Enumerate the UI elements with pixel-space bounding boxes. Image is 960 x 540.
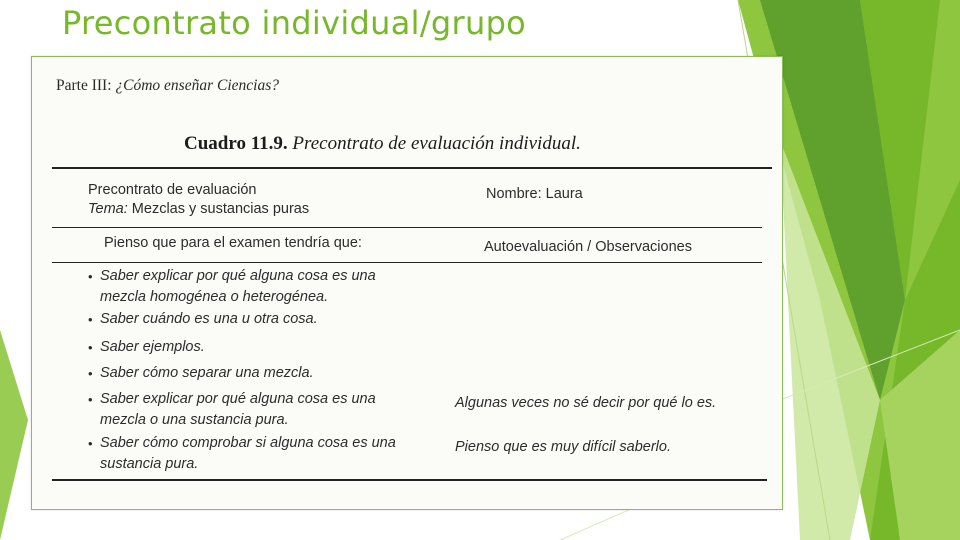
part-header-question: ¿Cómo enseñar Ciencias? [115, 77, 279, 94]
header-left-line1: Precontrato de evaluación [88, 182, 257, 198]
header-tema [88, 200, 309, 218]
list-item: • Saber explicar por qué alguna cosa es una mezcla o una sustancia pura. [88, 391, 376, 428]
rule-bottom [52, 479, 767, 481]
list-item: • Saber cuándo es una u otra cosa. [100, 309, 318, 330]
list-item: • Saber ejemplos. [100, 337, 205, 358]
part-header [56, 77, 279, 95]
bullet-icon: • [88, 366, 93, 381]
part-header-number: Parte III: [56, 77, 112, 94]
list-item: • Saber cómo comprobar si alguna cosa es una sustancia pura. [88, 435, 396, 472]
rule-top [52, 167, 772, 169]
list-item: • Saber cómo separar una mezcla. [100, 363, 314, 384]
bullet-icon: • [88, 436, 93, 451]
list-item: • Saber explicar por qué alguna cosa es una mezcla homogénea o heterogénea. [88, 268, 376, 305]
slide-title: Precontrato individual/grupo [62, 4, 527, 42]
tema-label: Tema: [88, 201, 128, 217]
caption-text: Precontrato de evaluación individual. [292, 133, 581, 154]
rule-columns-bottom [52, 262, 762, 263]
observation-text: Pienso que es muy difícil saberlo. [455, 439, 671, 455]
caption-label: Cuadro 11.9. [184, 133, 288, 154]
bullet-icon: • [88, 269, 93, 284]
scanned-table-image [31, 56, 783, 510]
column-header-right: Autoevaluación / Observaciones [484, 239, 692, 255]
column-header-left: Pienso que para el examen tendría que: [104, 235, 362, 251]
table-caption [184, 133, 581, 155]
tema-value: Mezclas y sustancias puras [131, 201, 310, 217]
bullet-icon: • [88, 340, 93, 355]
bullet-icon: • [88, 392, 93, 407]
header-name: Nombre: Laura [486, 186, 583, 202]
bullet-icon: • [88, 312, 93, 327]
rule-header-bottom [52, 227, 762, 228]
observation-text: Algunas veces no sé decir por qué lo es. [455, 395, 717, 411]
